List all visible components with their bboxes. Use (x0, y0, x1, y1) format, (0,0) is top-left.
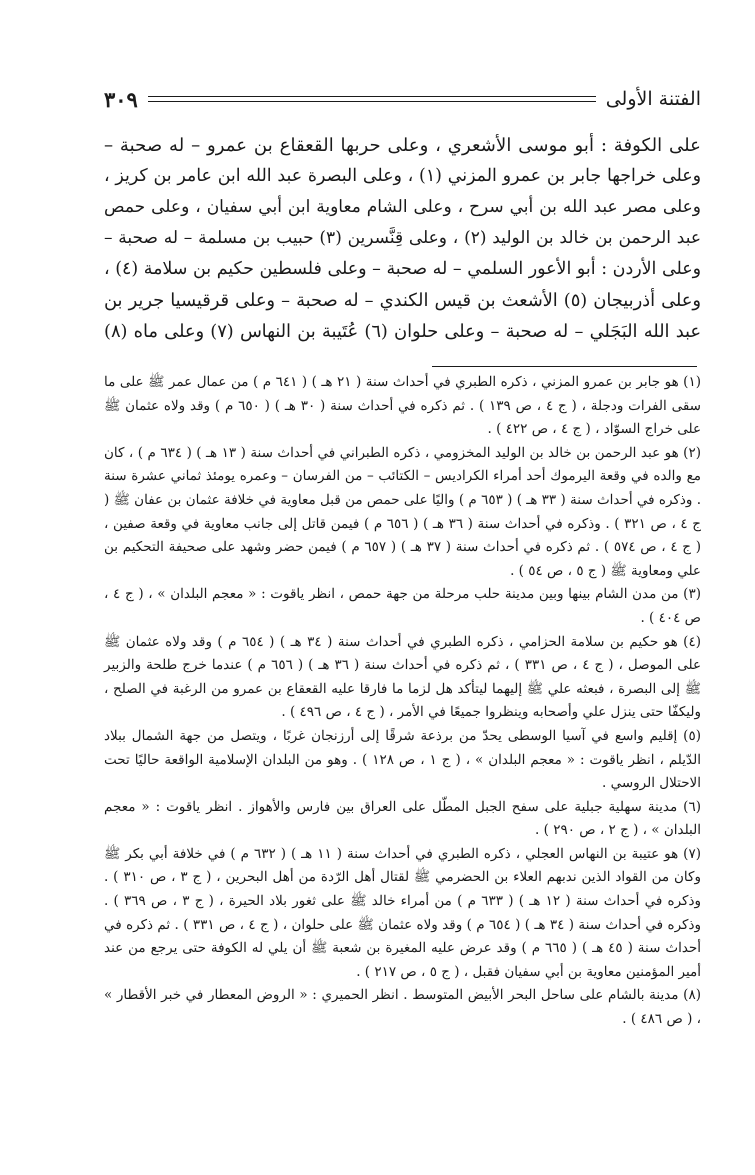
text-line: وعلى مصر عبد الله بن أبي سرح ، وعلى الشام معاوية ابن أبي سفيان ، وعلى حمص (104, 197, 701, 217)
main-text (104, 130, 701, 347)
page-number: ٣٠٩ (104, 86, 138, 112)
chapter-title: الفتنة الأولى (605, 88, 701, 110)
text-line: على الكوفة : أبو موسى الأشعري ، وعلى حربها القعقاع بن عمرو – له صحبة – (104, 135, 701, 156)
text-line: عبد الرحمن بن خالد بن الوليد (٢) ، وعلى قِنَّسرين (٣) حبيب بن مسلمة – له صحبة – (104, 228, 701, 248)
footnote-separator (432, 366, 697, 367)
footnotes (104, 371, 701, 1032)
running-header (104, 86, 701, 112)
header-rule (148, 96, 596, 102)
footnote-6: (٦) مدينة سهلية جبلية على سفح الجبل المطّل على العراق بين فارس والأهواز . انظر ياقوت : « معجم البلدان » ، ( ج ٢ ، ص ٢٩٠ ) . (104, 798, 701, 839)
footnote-4: (٤) هو حكيم بن سلامة الحزامي ، ذكره الطبري في أحداث سنة ( ٣٤ هـ ) ( ٦٥٤ م ) وقد ولاه عثمان ﷺ على الموصل ، ( ج ٤ ، ص ٣٣١ ) ، ثم ذكره في أحداث سنة ( ٣٦ هـ ) ( ٦٥٦ م ) عندما خرج طلحة والزبير ﷺ إلى البصرة ، فبعثه علي ﷺ إليهما ليتأكد هل لزما ما فارقا عليه القعقاع بن عمرو من الرغبة في الصلح ، وليكفّا حتى ينزل علي وأصحابه وينظروا جميعًا في الأمر ، ( ج ٤ ، ص ٤٩٦ ) . (104, 633, 702, 721)
footnote-1: (١) هو جابر بن عمرو المزني ، ذكره الطبري في أحداث سنة ( ٢١ هـ ) ( ٦٤١ م ) من عمال عمر ﷺ على ما سقى الفرات ودجلة ، ( ج ٤ ، ص ١٣٩ ) . ثم ذكره في أحداث سنة ( ٣٠ هـ ) ( ٦٥٠ م ) وقد ولاه عثمان ﷺ على خراج السوّاد ، ( ج ٤ ، ص ٤٢٢ ) . (104, 374, 701, 438)
footnote-5: (٥) إقليم واسع في آسيا الوسطى يحدّ من برذعة شرقًا إلى أرزنجان غربًا ، ويتصل من جهة الشمال ببلاد الدّيلم ، انظر ياقوت : « معجم البلدان » ، ( ج ١ ، ص ١٢٨ ) . وهو من البلدان الإسلامية الواقعة حاليًا تحت الاحتلال الروسي . (104, 727, 701, 792)
text-line: عبد الله البَجَلي – له صحبة – وعلى حلوان (٦) عُتَيبة بن النهاس (٧) وعلى ماه (٨) (104, 321, 702, 342)
footnote-3: (٣) من مدن الشام بينها وبين مدينة حلب مرحلة من جهة حمص ، انظر ياقوت : « معجم البلدان » ، ( ج ٤ ، ص ٤٠٤ ) . (104, 586, 701, 626)
footnote-8: (٨) مدينة بالشام على ساحل البحر الأبيض المتوسط . انظر الحميري : « الروض المعطار في خبر الأقطار » ، ( ص ٤٨٦ ) . (104, 987, 701, 1028)
footnote-2: (٢) هو عبد الرحمن بن خالد بن الوليد المخزومي ، ذكره الطبراني في أحداث سنة ( ١٣ هـ ) ( ٦٣٤ م ) ، كان مع والده في وقعة اليرموك أحد أمراء الكراديس – الكتائب – من الفرسان – وعمره يومئذ ثماني عشرة سنة . وذكره في أحداث سنة ( ٣٣ هـ ) ( ٦٥٣ م ) واليًا على حمص من قبل معاوية في خلافة عثمان بن عفان ﷺ ( ج ٤ ، ص ٣٢١ ) . وذكره في أحداث سنة ( ٣٦ هـ ) ( ٦٥٦ م ) فيمن قاتل إلى جانب معاوية في وقعة صفين ، ( ج ٤ ، ص ٥٧٤ ) . ثم ذكره في أحداث سنة ( ٣٧ هـ ) ( ٦٥٧ م ) فيمن حضر وشهد على صحيفة التحكيم بن علي ومعاوية ﷺ ( ج ٥ ، ص ٥٤ ) . (104, 444, 701, 579)
text-line: وعلى أذربيجان (٥) الأشعث بن قيس الكندي – له صحبة – وعلى قرقيسيا جرير بن (104, 290, 701, 311)
footnote-7: (٧) هو عتيبة بن النهاس العجلي ، ذكره الطبري في أحداث سنة ( ١١ هـ ) ( ٦٣٢ م ) في خلافة أبي بكر ﷺ وكان من القواد الذين ندبهم العلاء بن الحضرمي ﷺ لقتال أهل الرّدة من أهل البحرين ، ( ج ٣ ، ص ٣١٠ ) . وذكره في أحداث سنة ( ١٢ هـ ) ( ٦٣٣ م ) من أمراء خالد ﷺ على ثغور بلاد الحيرة ، ( ج ٣ ، ص ٣٦٩ ) . وذكره في أحداث سنة ( ٣٤ هـ ) ( ٦٥٤ م ) وقد ولاه عثمان ﷺ على حلوان ، ( ج ٤ ، ص ٣٣١ ) . ثم ذكره في أحداث سنة ( ٤٥ هـ ) ( ٦٦٥ م ) وقد عرض عليه المغيرة بن شعبة ﷺ أن يلي له الكوفة حتى يرجع من عند أمير المؤمنين معاوية بن أبي سفيان فقبل ، ( ج ٥ ، ص ٢١٧ ) . (104, 845, 701, 980)
text-line: وعلى خراجها جابر بن عمرو المزني (١) ، وعلى البصرة عبد الله ابن عامر بن كريز ، (104, 166, 701, 186)
text-line: وعلى الأردن : أبو الأعور السلمي – له صحبة – وعلى فلسطين حكيم بن سلامة (٤) ، (104, 259, 701, 279)
